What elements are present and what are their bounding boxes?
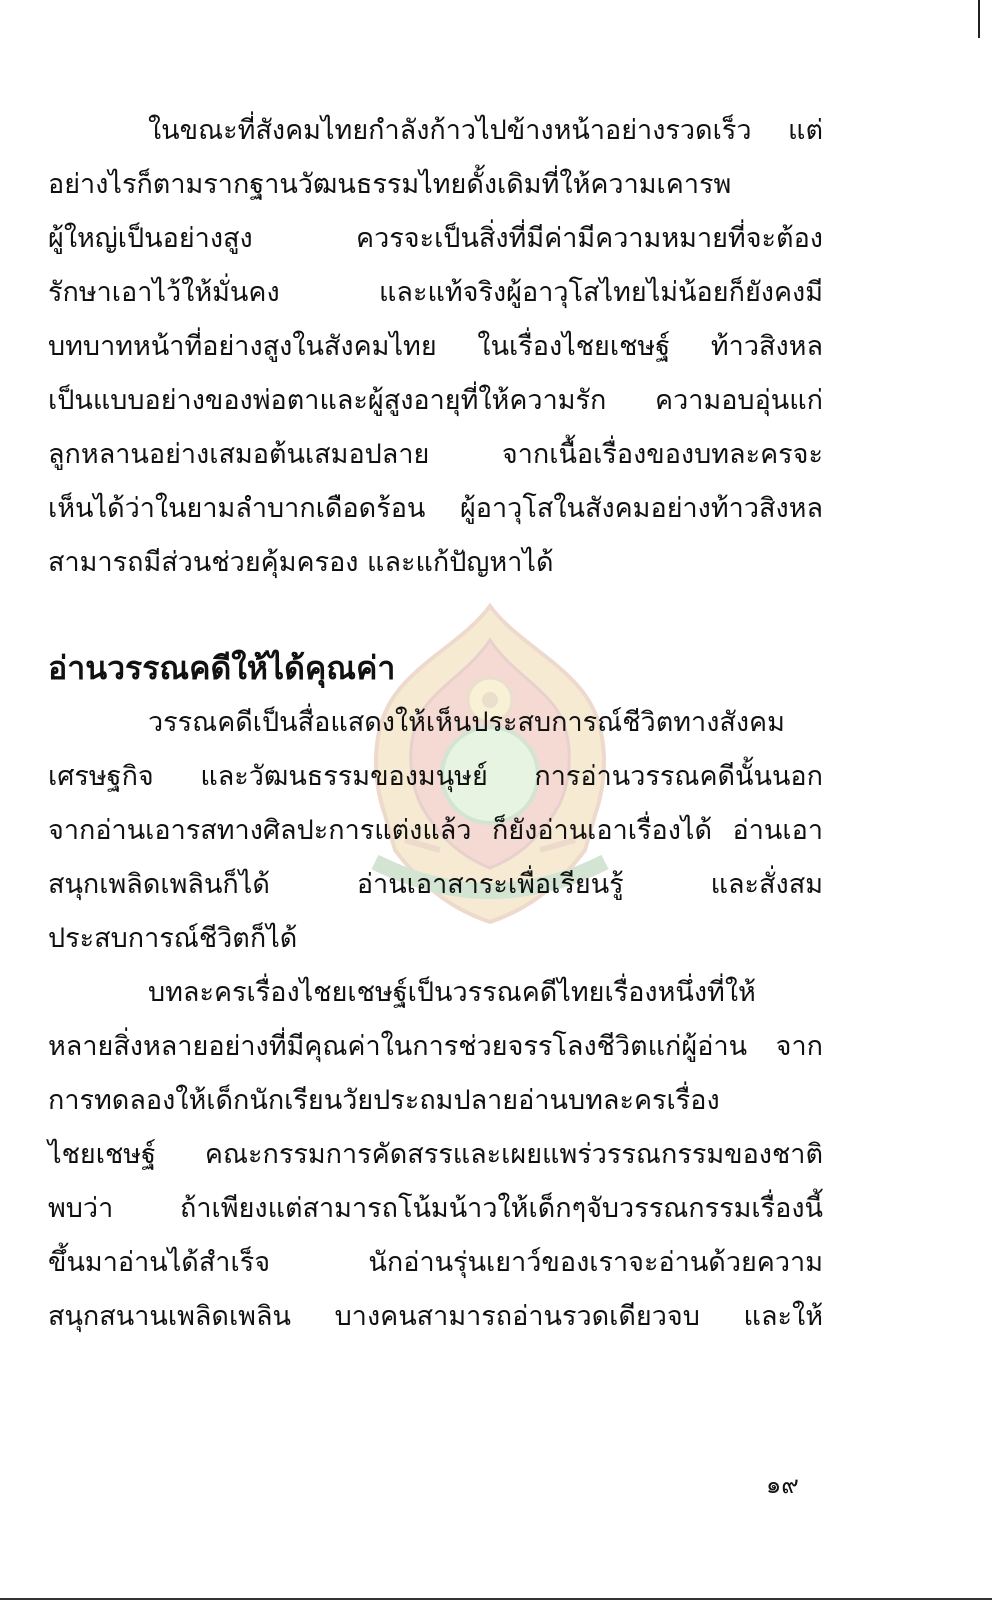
paragraph-3-line: การทดลองให้เด็กนักเรียนวัยประถมปลายอ่านบทละครเรื่อง: [48, 1085, 720, 1116]
paragraph-2-line: จากอ่านเอารสทางศิลปะการแต่งแล้ว ก็ยังอ่านเอาเรื่องได้ อ่านเอา: [48, 815, 823, 846]
paragraph-1: [48, 104, 823, 590]
paragraph-1-line: เป็นแบบอย่างของพ่อตาและผู้สูงอายุที่ให้ความรัก ความอบอุ่นแก่: [48, 385, 823, 416]
paragraph-1-line: บทบาทหน้าที่อย่างสูงในสังคมไทย ในเรื่องไชยเชษฐ์ ท้าวสิงหล: [48, 331, 823, 362]
section-heading: อ่านวรรณคดีให้ได้คุณค่า: [48, 649, 396, 687]
scan-edge-mark: [978, 0, 980, 38]
paragraph-2: [48, 696, 823, 966]
paragraph-2-line: ประสบการณ์ชีวิตก็ได้: [48, 923, 298, 954]
paragraph-3-line: พบว่า ถ้าเพียงแต่สามารถโน้มน้าวให้เด็กๆจับวรรณกรรมเรื่องนี้: [48, 1193, 823, 1224]
paragraph-1-line: ในขณะที่สังคมไทยกำลังก้าวไปข้างหน้าอย่างรวดเร็ว แต่: [148, 115, 823, 146]
paragraph-3-line: หลายสิ่งหลายอย่างที่มีคุณค่าในการช่วยจรรโลงชีวิตแก่ผู้อ่าน จาก: [48, 1031, 823, 1062]
paragraph-2-line: เศรษฐกิจ และวัฒนธรรมของมนุษย์ การอ่านวรรณคดีนั้นนอก: [48, 761, 823, 792]
page-number: ๑๙: [766, 1471, 799, 1499]
paragraph-2-line: สนุกเพลิดเพลินก็ได้ อ่านเอาสาระเพื่อเรียนรู้ และสั่งสม: [48, 869, 823, 900]
paragraph-1-line: อย่างไรก็ตามรากฐานวัฒนธรรมไทยดั้งเดิมที่ให้ความเคารพ: [48, 169, 732, 200]
paragraph-1-line: ลูกหลานอย่างเสมอต้นเสมอปลาย จากเนื้อเรื่องของบทละครจะ: [48, 439, 823, 470]
paragraph-3: [48, 966, 823, 1344]
paragraph-1-line: เห็นได้ว่าในยามลำบากเดือดร้อน ผู้อาวุโสในสังคมอย่างท้าวสิงหล: [48, 493, 823, 524]
paragraph-3-line: บทละครเรื่องไชยเชษฐ์เป็นวรรณคดีไทยเรื่องหนึ่งที่ให้: [148, 977, 756, 1008]
paragraph-3-line: ขึ้นมาอ่านได้สำเร็จ นักอ่านรุ่นเยาว์ของเราจะอ่านด้วยความ: [48, 1247, 823, 1278]
paragraph-2-line: วรรณคดีเป็นสื่อแสดงให้เห็นประสบการณ์ชีวิตทางสังคม: [148, 707, 785, 738]
paragraph-1-line: รักษาเอาไว้ให้มั่นคง และแท้จริงผู้อาวุโสไทยไม่น้อยก็ยังคงมี: [48, 277, 823, 308]
paragraph-1-line: สามารถมีส่วนช่วยคุ้มครอง และแก้ปัญหาได้: [48, 547, 554, 578]
scan-edge-line: [0, 1598, 992, 1600]
paragraph-3-line: ไชยเชษฐ์ คณะกรรมการคัดสรรและเผยแพร่วรรณกรรมของชาติ: [48, 1139, 823, 1170]
paragraph-3-line: สนุกสนานเพลิดเพลิน บางคนสามารถอ่านรวดเดียวจบ และให้: [48, 1301, 823, 1332]
paragraph-1-line: ผู้ใหญ่เป็นอย่างสูง ควรจะเป็นสิ่งที่มีค่ามีความหมายที่จะต้อง: [48, 223, 823, 254]
